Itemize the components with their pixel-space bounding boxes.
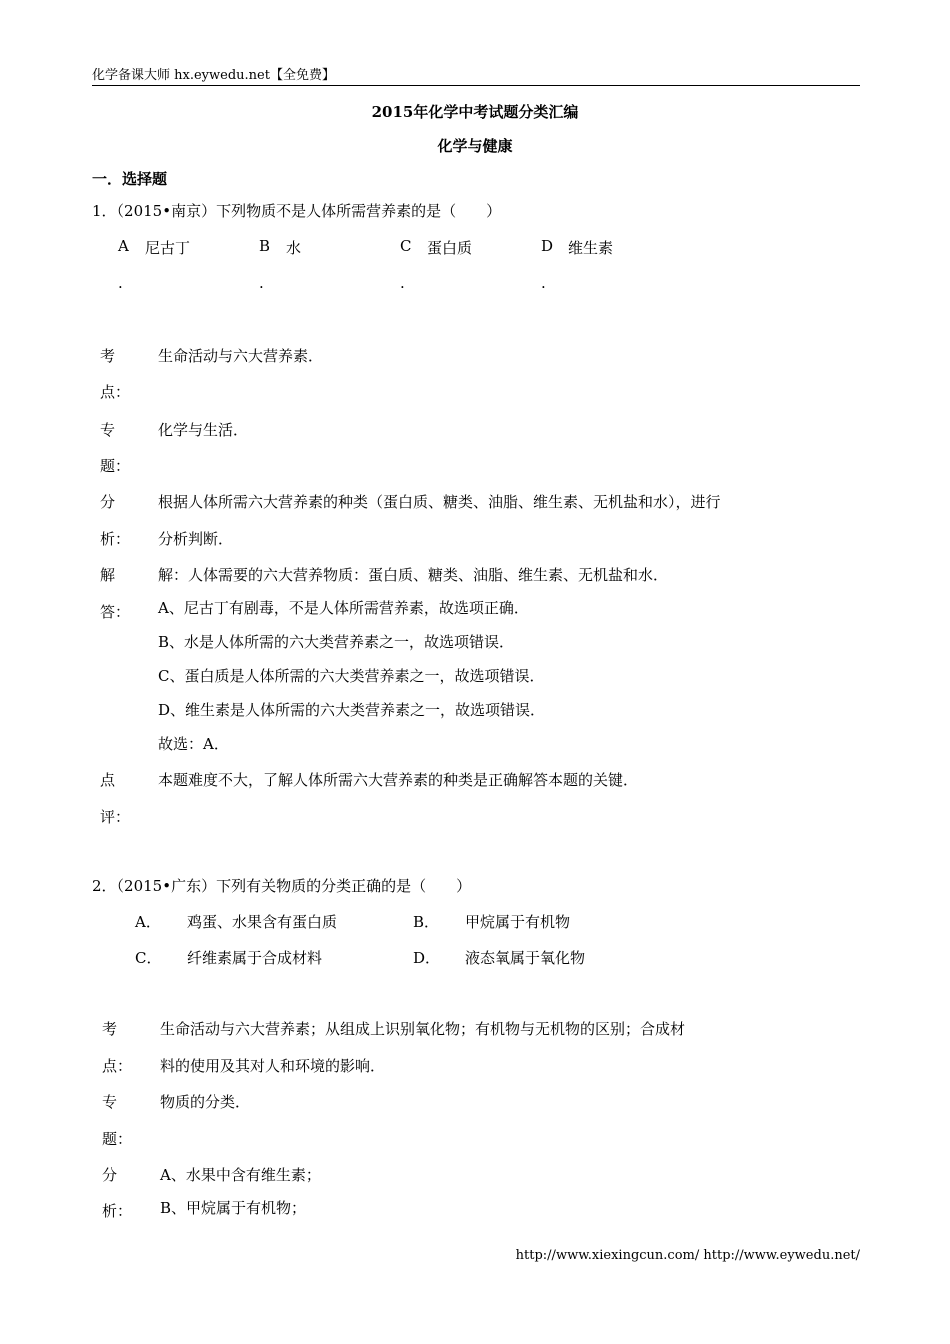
q1-jieda-line-2: A、尼古丁有剧毒，不是人体所需营养素，故选项正确．	[158, 599, 529, 617]
q2-kaodian-label-1: 考	[102, 1020, 118, 1038]
q1-fenxi-line-1: 根据人体所需六大营养素的种类（蛋白质、糖类、油脂、维生素、无机盐和水），进行	[158, 493, 721, 511]
page-header: 化学备课大师 hx.eywedu.net【全免费】	[92, 68, 335, 83]
q1-option-b-letter: B	[259, 237, 271, 255]
q1-kaodian-label-2: 点：	[100, 383, 131, 401]
q2-fenxi-label-1: 分	[102, 1166, 118, 1184]
q1-option-d-text: 维生素	[568, 239, 614, 257]
header-divider	[92, 85, 860, 86]
q1-option-d-letter: D	[541, 237, 554, 255]
q1-zhuanti-label-1: 专	[100, 421, 116, 439]
q1-jieda-line-5: D、维生素是人体所需的六大类营养素之一，故选项错误．	[158, 701, 546, 719]
question-2-stem: 2．（2015•广东）下列有关物质的分类正确的是（ ）	[92, 877, 472, 895]
q1-jieda-line-6: 故选：A．	[158, 735, 229, 753]
q2-option-b-letter: B．	[413, 913, 440, 931]
q1-fenxi-label-2: 析：	[100, 530, 131, 548]
q2-fenxi-label-2: 析：	[102, 1202, 133, 1220]
q2-kaodian-line-1: 生命活动与六大营养素；从组成上识别氧化物；有机物与无机物的区别；合成材	[160, 1020, 686, 1038]
q1-zhuanti-label-2: 题：	[100, 457, 131, 475]
q2-fenxi-line-2: B、甲烷属于有机物；	[160, 1199, 307, 1217]
q1-kaodian-label-1: 考	[100, 347, 116, 365]
q2-zhuanti-label-1: 专	[102, 1093, 118, 1111]
q1-jieda-line-4: C、蛋白质是人体所需的六大类营养素之一，故选项错误．	[158, 667, 545, 685]
q2-fenxi-line-1: A、水果中含有维生素；	[160, 1166, 321, 1184]
page-footer-links: http://www.xiexingcun.com/ http://www.eywedu.net/	[515, 1248, 860, 1263]
q1-dianping-label-2: 评：	[100, 808, 131, 826]
q1-option-a-dot: .	[118, 274, 123, 292]
q1-option-d-dot: .	[541, 274, 546, 292]
q1-option-b-dot: .	[259, 274, 264, 292]
document-subtitle: 化学与健康	[437, 137, 513, 155]
q1-fenxi-label-1: 分	[100, 493, 116, 511]
q1-fenxi-line-2: 分析判断．	[158, 530, 234, 548]
q2-option-a-letter: A．	[135, 913, 161, 931]
q1-dianping-text: 本题难度不大，了解人体所需六大营养素的种类是正确解答本题的关键．	[158, 771, 639, 789]
q2-option-c-letter: C．	[135, 949, 162, 967]
q1-jieda-line-1: 解：人体需要的六大营养物质：蛋白质、糖类、油脂、维生素、无机盐和水．	[158, 566, 669, 584]
q2-option-d-letter: D．	[413, 949, 441, 967]
q1-kaodian-text: 生命活动与六大营养素．	[158, 347, 324, 365]
document-title: 2015年化学中考试题分类汇编	[371, 103, 579, 121]
q2-option-b-text: 甲烷属于有机物	[465, 913, 571, 931]
q1-jieda-label-1: 解	[100, 566, 116, 584]
q1-option-c-text: 蛋白质	[427, 239, 473, 257]
q2-zhuanti-text: 物质的分类．	[160, 1093, 251, 1111]
q1-zhuanti-text: 化学与生活．	[158, 421, 249, 439]
section-heading: 一．选择题	[92, 170, 168, 188]
q1-option-b-text: 水	[286, 239, 302, 257]
q1-option-c-letter: C	[400, 237, 412, 255]
q2-kaodian-label-2: 点：	[102, 1057, 133, 1075]
q2-option-a-text: 鸡蛋、水果含有蛋白质	[187, 913, 338, 931]
q1-option-c-dot: .	[400, 274, 405, 292]
q1-option-a-letter: A	[118, 237, 129, 255]
q1-option-a-text: 尼古丁	[145, 239, 191, 257]
q2-zhuanti-label-2: 题：	[102, 1130, 133, 1148]
q1-jieda-label-2: 答：	[100, 603, 131, 621]
q1-dianping-label-1: 点	[100, 771, 116, 789]
question-1-stem: 1．（2015•南京）下列物质不是人体所需营养素的是（ ）	[92, 202, 502, 220]
q1-jieda-line-3: B、水是人体所需的六大类营养素之一，故选项错误．	[158, 633, 515, 651]
q2-option-d-text: 液态氧属于氧化物	[465, 949, 586, 967]
q2-kaodian-line-2: 料的使用及其对人和环境的影响．	[160, 1057, 386, 1075]
q2-option-c-text: 纤维素属于合成材料	[187, 949, 323, 967]
